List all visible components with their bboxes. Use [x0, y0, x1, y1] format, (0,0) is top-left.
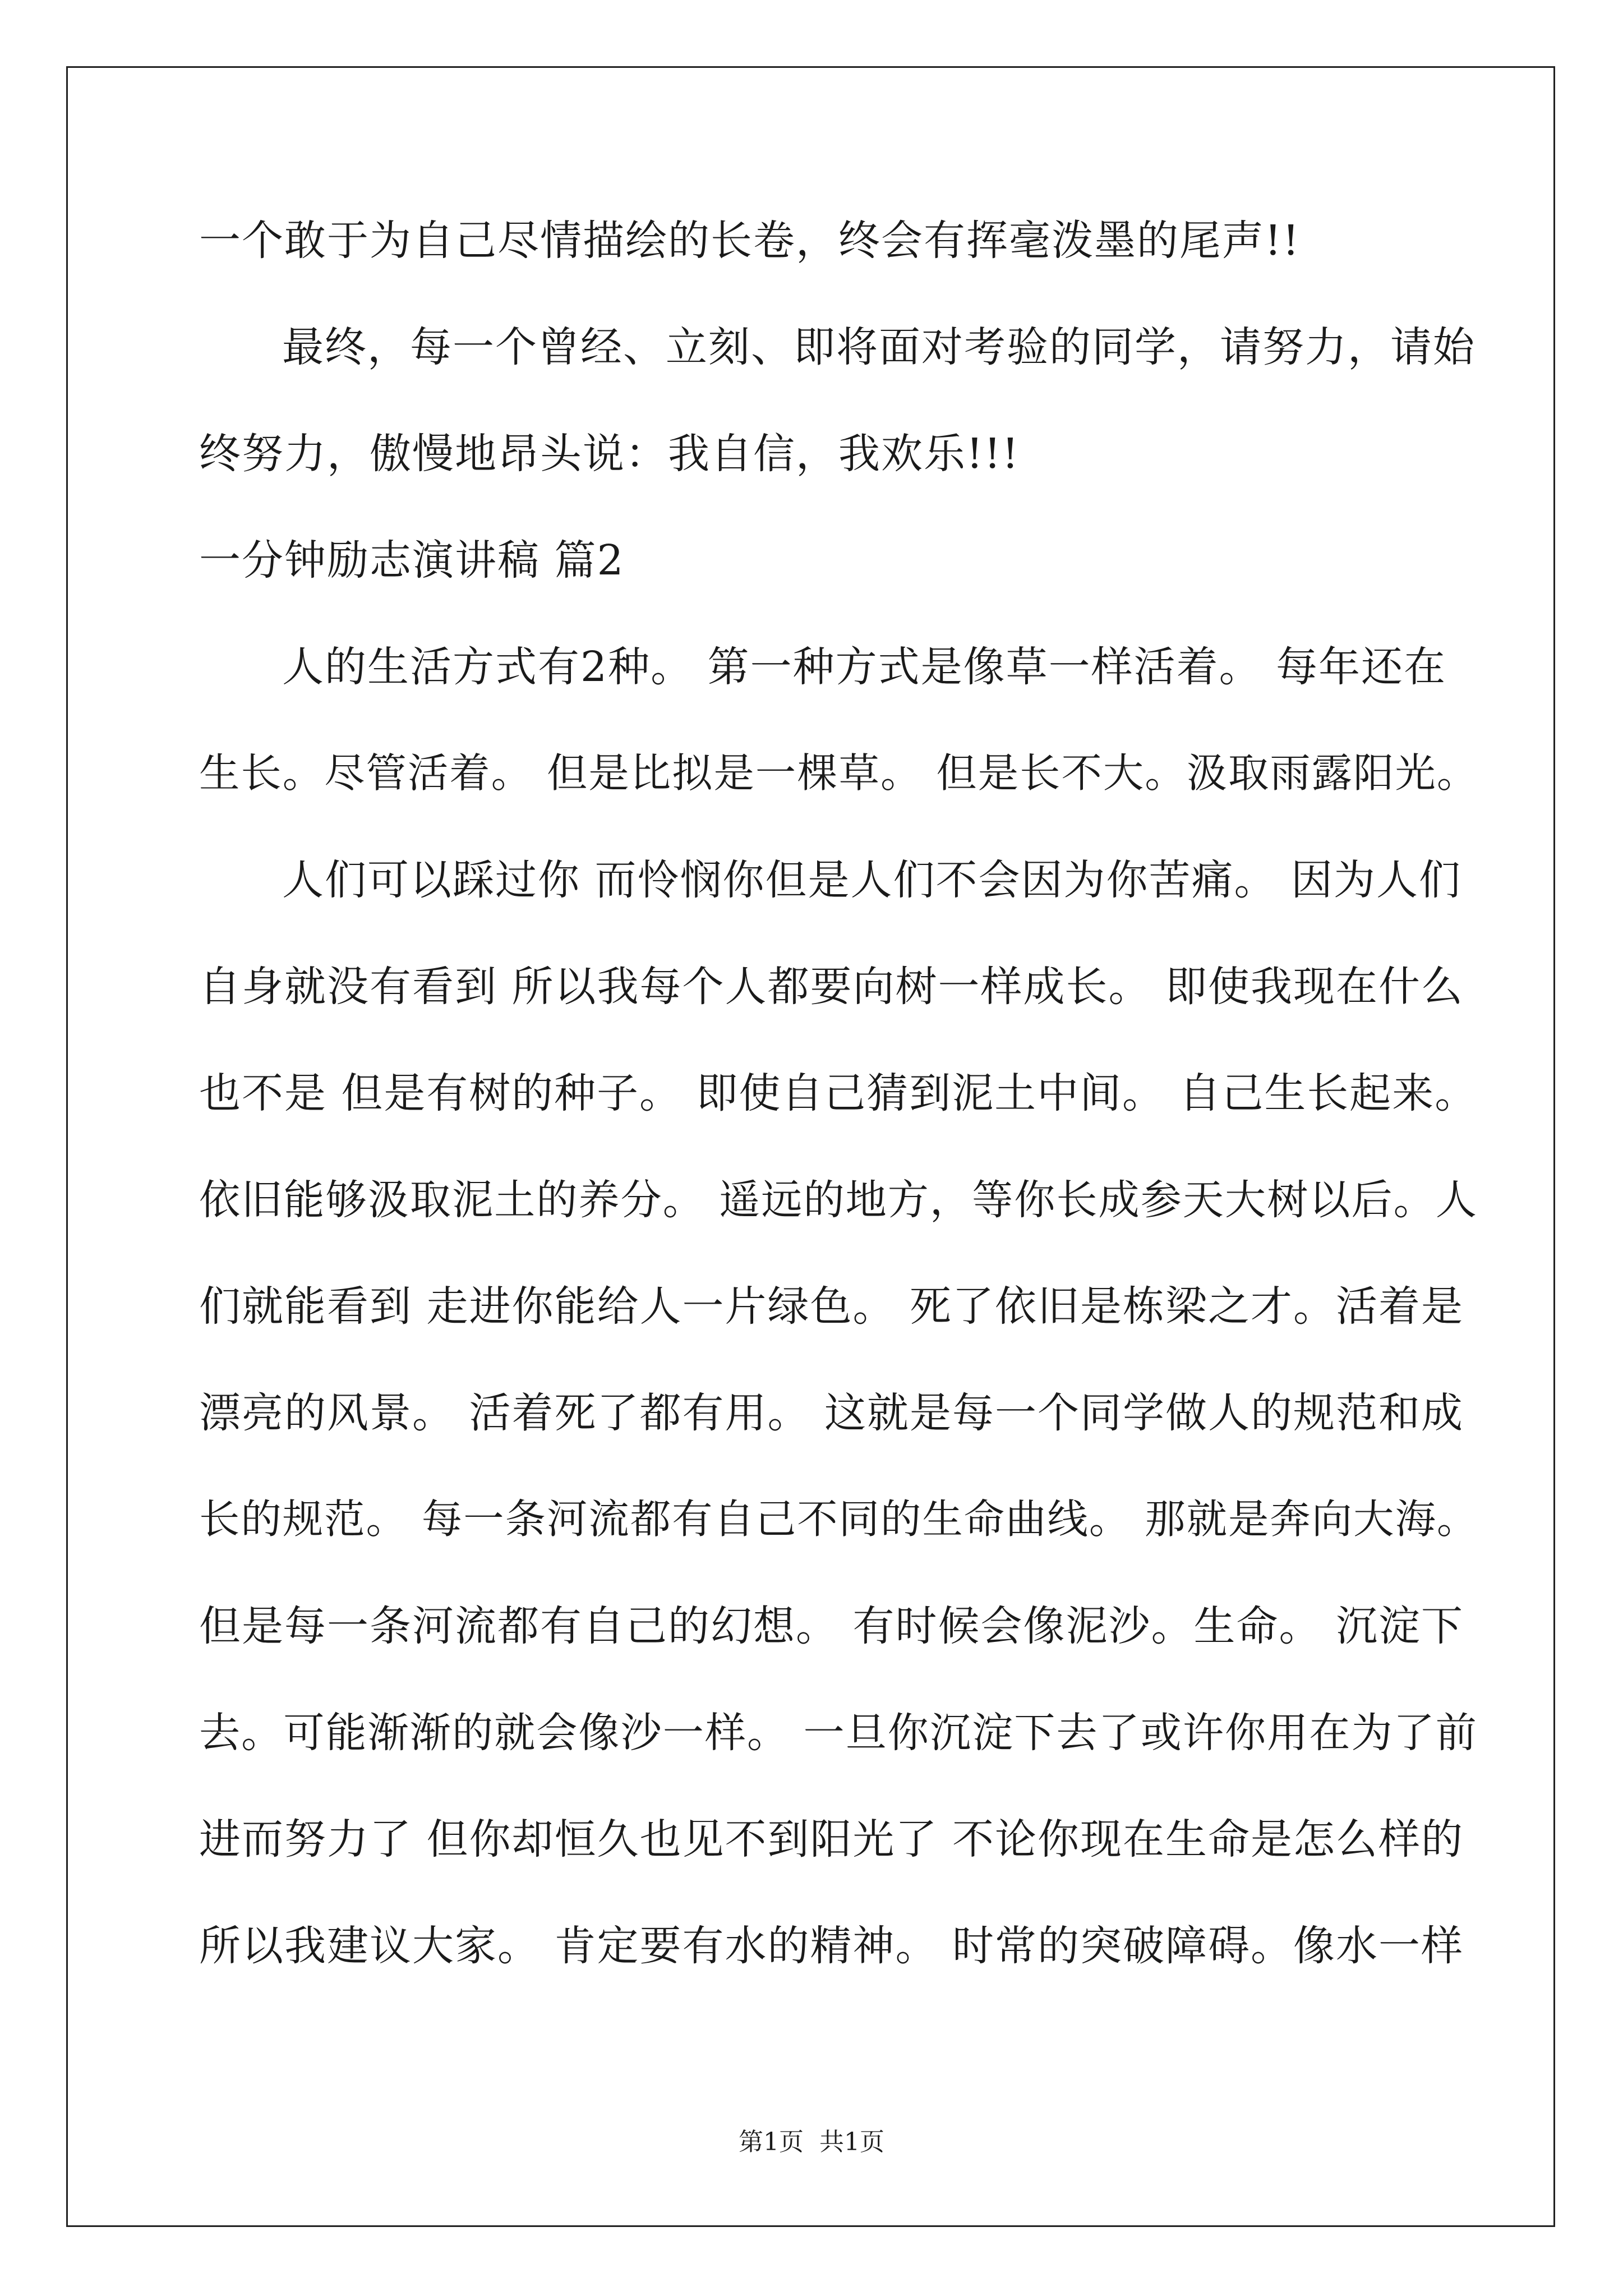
- text-line: 自身就没有看到 所以我每个人都要向树一样成长。 即使我现在什么: [199, 963, 1464, 1011]
- text-line: 们就能看到 走进你能给人一片绿色。 死了依旧是栋梁之才。活着是: [199, 1282, 1464, 1331]
- section-heading: 一分钟励志演讲稿 篇2: [199, 536, 625, 585]
- text-line: 漂亮的风景。 活着死了都有用。 这就是每一个同学做人的规范和成: [199, 1389, 1464, 1437]
- page-border: [66, 66, 1555, 2227]
- text-line: 终努力，傲慢地昂头说：我自信，我欢乐!!!: [199, 430, 1020, 478]
- text-line: 依旧能够汲取泥土的养分。 遥远的地方，等你长成参天大树以后。人: [199, 1176, 1478, 1224]
- text-line: 去。可能渐渐的就会像沙一样。 一旦你沉淀下去了或许你用在为了前: [199, 1709, 1478, 1757]
- page-footer: 第1页 共1页: [739, 2128, 884, 2156]
- text-line: 生长。尽管活着。 但是比拟是一棵草。 但是长不大。汲取雨露阳光。: [199, 750, 1479, 797]
- text-line: 人的生活方式有2种。 第一种方式是像草一样活着。 每年还在: [282, 643, 1447, 691]
- text-line: 一个敢于为自己尽情描绘的长卷，终会有挥毫泼墨的尾声!!: [199, 217, 1301, 265]
- text-line: 也不是 但是有树的种子。 即使自己猜到泥土中间。 自己生长起来。: [199, 1069, 1478, 1117]
- text-line: 进而努力了 但你却恒久也见不到阳光了 不论你现在生命是怎么样的: [199, 1815, 1464, 1864]
- text-line: 人们可以踩过你 而怜悯你但是人们不会因为你苦痛。 因为人们: [282, 856, 1462, 904]
- text-line: 但是每一条河流都有自己的幻想。 有时候会像泥沙。生命。 沉淀下: [199, 1602, 1464, 1650]
- text-line: 长的规范。 每一条河流都有自己不同的生命曲线。 那就是奔向大海。: [199, 1496, 1479, 1543]
- text-line: 最终，每一个曾经、立刻、即将面对考验的同学，请努力，请始: [282, 323, 1476, 371]
- text-line: 所以我建议大家。 肯定要有水的精神。 时常的突破障碍。像水一样: [199, 1922, 1464, 1970]
